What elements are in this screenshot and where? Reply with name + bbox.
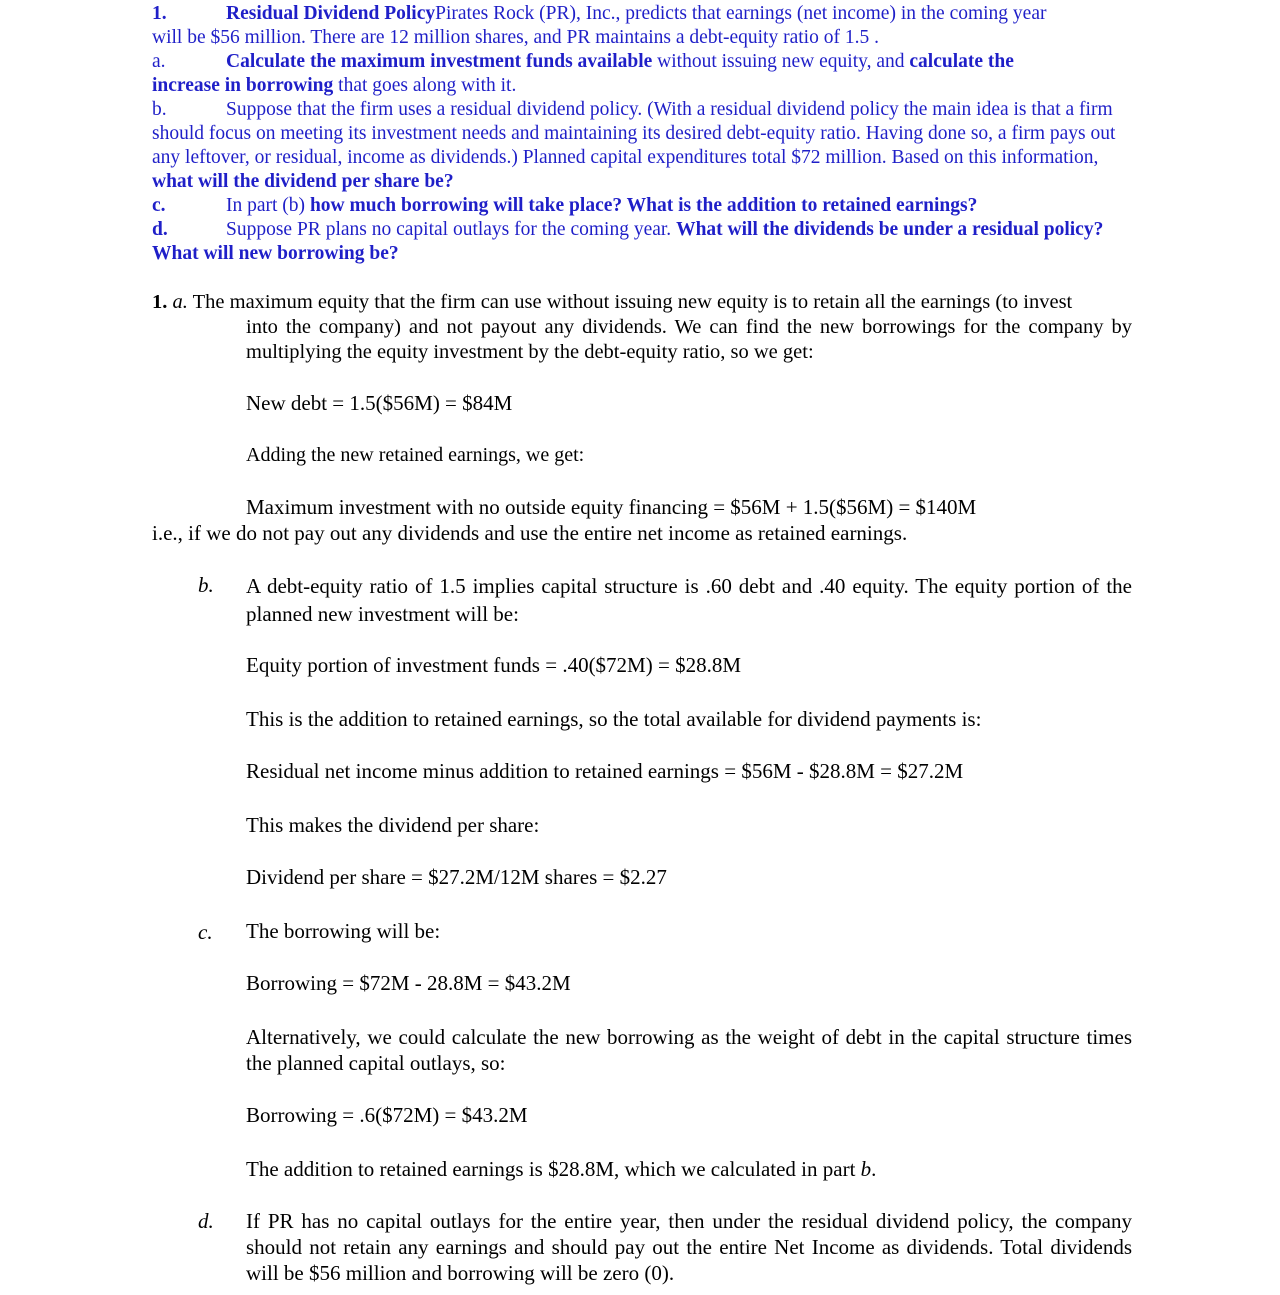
addition-retained-text: The addition to retained earnings is $28.8M, which we calculated in part b. bbox=[246, 1157, 877, 1181]
answer-a-rest: into the company) and not payout any dividends. We can find the new borrowings for the company by multiplying the equity investment by the debt-equity ratio, so we get: bbox=[246, 316, 1132, 363]
part-d-bold: What will the dividends be under a residual policy? What will new borrowing be? bbox=[152, 219, 1104, 264]
residual-equation: Residual net income minus addition to retained earnings = $56M - $28.8M = $27.2M bbox=[246, 759, 964, 783]
answer-c-label: c. bbox=[198, 920, 213, 944]
dps-equation: Dividend per share = $27.2M/12M shares = $2.27 bbox=[246, 865, 667, 889]
answer-c-text: The borrowing will be: bbox=[246, 919, 441, 943]
answer-b-label: b. bbox=[198, 573, 214, 597]
part-c-label: c. bbox=[152, 195, 166, 216]
question-line-1 bbox=[152, 2, 1132, 26]
part-c-bold: how much borrowing will take place? What is the addition to retained earnings? bbox=[309, 195, 978, 216]
part-a-text-2: that goes along with it. bbox=[333, 75, 517, 96]
part-b-bold: what will the dividend per share be? bbox=[152, 171, 454, 192]
part-a-bold-3: increase in borrowing bbox=[152, 75, 334, 96]
answer-number: 1. bbox=[152, 291, 168, 313]
question-number: 1. bbox=[152, 3, 167, 24]
answer-b-text: A debt-equity ratio of 1.5 implies capital structure is .60 debt and .40 equity. The equity portion of the planned new investment will be: bbox=[246, 574, 1132, 626]
borrowing-equation-1: Borrowing = $72M - 28.8M = $43.2M bbox=[246, 971, 571, 995]
part-a-label: a. bbox=[152, 51, 166, 72]
answer-d-label: d. bbox=[198, 1209, 214, 1233]
ie-note: i.e., if we do not pay out any dividends and use the entire net income as retained earnings. bbox=[152, 521, 908, 545]
answer-part-a bbox=[152, 290, 1132, 365]
max-investment-equation: Maximum investment with no outside equity financing = $56M + 1.5($56M) = $140M bbox=[246, 495, 977, 519]
part-a-bold-1: Calculate the maximum investment funds available bbox=[226, 51, 653, 72]
addition-text: This is the addition to retained earnings, so the total available for dividend payments is: bbox=[246, 707, 982, 731]
alternative-text: Alternatively, we could calculate the new borrowing as the weight of debt in the capital structure times the planned capital outlays, so: bbox=[246, 1025, 1132, 1075]
part-a-text: without issuing new equity, and bbox=[652, 51, 910, 72]
part-c-text: In part (b) bbox=[226, 195, 310, 216]
borrowing-equation-2: Borrowing = .6($72M) = $43.2M bbox=[246, 1103, 528, 1127]
answer-d-text: If PR has no capital outlays for the entire year, then under the residual dividend policy, the company should not retain any earnings and should pay out the entire Net Income as dividends. Total dividends will be $56 million and borrowing will be zero (0). bbox=[246, 1209, 1132, 1285]
part-a-bold-2: calculate the bbox=[909, 51, 1014, 72]
dps-intro: This makes the dividend per share: bbox=[246, 813, 540, 837]
answer-a-label: a. bbox=[172, 291, 188, 313]
question-part-a bbox=[152, 50, 1132, 98]
part-b-text: Suppose that the firm uses a residual dividend policy. (With a residual dividend policy the main idea is that a firm should focus on meeting its investment needs and maintaining its desired debt-equity ratio. Having done so, a firm pays out any leftover, or residual, income as dividends.) Planned capital expenditures total $72 million. Based on this information, bbox=[152, 99, 1116, 168]
question-block bbox=[152, 2, 1132, 266]
part-b-label: b. bbox=[152, 99, 167, 120]
part-d-text: Suppose PR plans no capital outlays for the coming year. bbox=[226, 219, 677, 240]
question-title: Residual Dividend Policy bbox=[226, 3, 436, 24]
question-part-b bbox=[152, 98, 1132, 194]
new-debt-equation: New debt = 1.5($56M) = $84M bbox=[246, 391, 513, 415]
question-part-c bbox=[152, 194, 1132, 218]
part-d-label: d. bbox=[152, 219, 168, 240]
question-intro: Pirates Rock (PR), Inc., predicts that earnings (net income) in the coming year bbox=[435, 3, 1047, 24]
adding-text: Adding the new retained earnings, we get: bbox=[246, 444, 585, 466]
answer-a-first-line: The maximum equity that the firm can use without issuing new equity is to retain all the earnings (to invest bbox=[192, 291, 1073, 313]
equity-portion-equation: Equity portion of investment funds = .40($72M) = $28.8M bbox=[246, 653, 741, 677]
question-part-d bbox=[152, 218, 1132, 266]
question-line-2: will be $56 million. There are 12 million shares, and PR maintains a debt-equity ratio of 1.5 . bbox=[152, 27, 879, 48]
